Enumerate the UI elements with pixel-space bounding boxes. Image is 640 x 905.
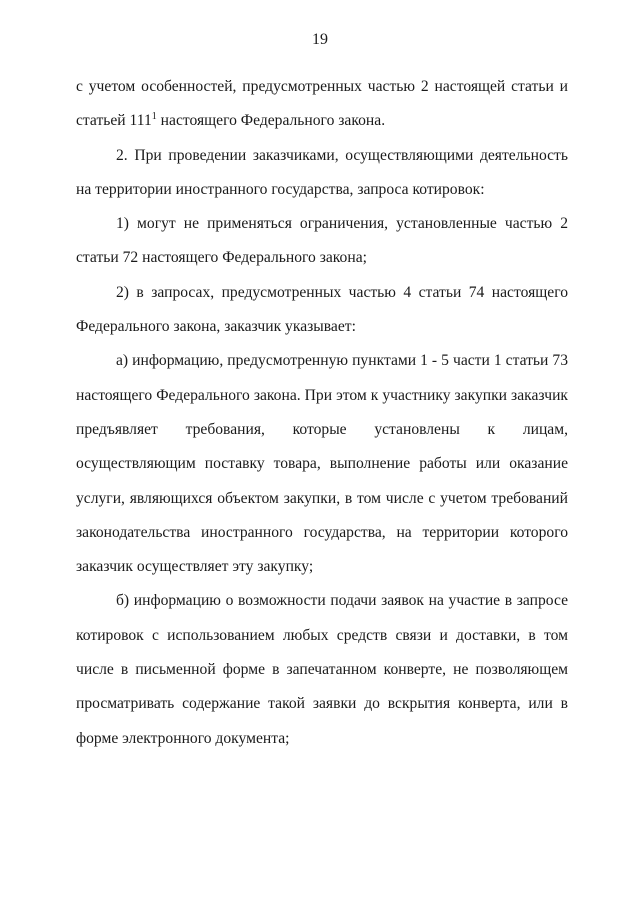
paragraph-text-tail: настоящего Федерального закона. [156, 112, 386, 130]
paragraph-subitem-2: 2) в запросах, предусмотренных частью 4 статьи 74 настоящего Федерального закона, заказчик указывает: [76, 283, 568, 336]
paragraph-continuation [76, 70, 568, 139]
paragraph-subitem-b: б) информацию о возможности подачи заявок на участие в запросе котировок с использованием любых средств связи и доставки, в том числе в письменной форме в запечатанном конверте, не позволяющем просматривать содержание такой заявки до вскрытия конверта, или в форме электронного документа; [76, 592, 568, 747]
paragraph-text: с учетом особенностей, предусмотренных частью 2 настоящей статьи и статьей 111 [76, 78, 568, 130]
document-body [76, 70, 568, 756]
paragraph-item-2: 2. При проведении заказчиками, осуществляющими деятельность на территории иностранного государства, запроса котировок: [76, 146, 568, 198]
paragraph-subitem-1: 1) могут не применяться ограничения, установленные частью 2 статьи 72 настоящего Федерального закона; [76, 215, 568, 267]
page-number: 19 [312, 31, 328, 48]
paragraph-subitem-a: а) информацию, предусмотренную пунктами 1 - 5 части 1 статьи 73 настоящего Федерального закона. При этом к участнику закупки заказчик предъявляет требования, которые установлены к лицам, осуществляющим поставку товара, выполнение работы или оказание услуги, являющихся объектом закупки, в том числе с учетом требований законодательства иностранного государства, на территории которого заказчик осуществляет эту закупку; [76, 352, 568, 576]
superscript-index: 1 [151, 111, 157, 123]
